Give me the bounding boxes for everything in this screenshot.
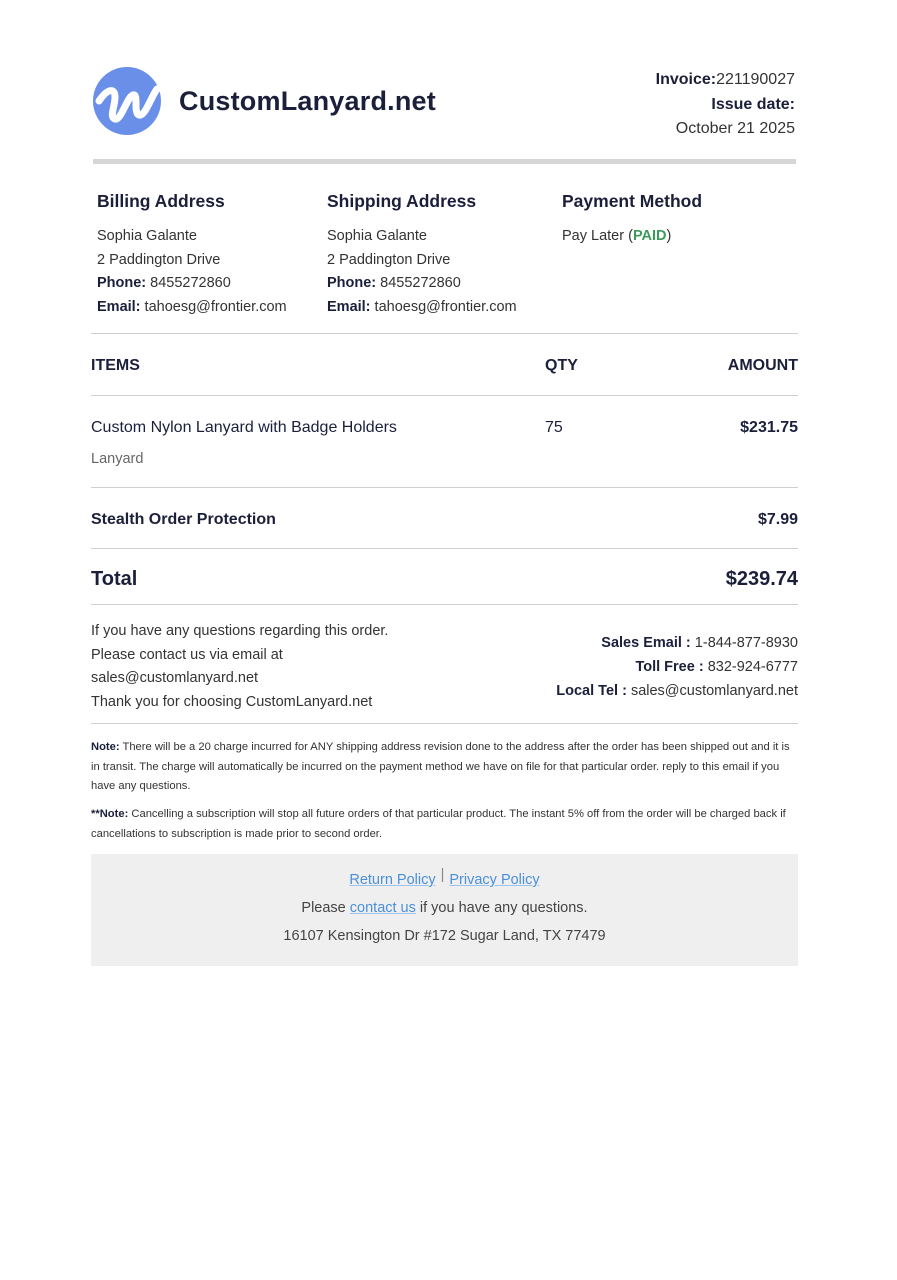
issue-date-label-row <box>656 93 795 118</box>
note-shipping-revision <box>91 738 801 797</box>
billing-street: 2 Paddington Drive <box>97 251 221 268</box>
please-text: Please <box>301 900 346 916</box>
invoice-label: Invoice: <box>655 71 717 88</box>
total-value: $239.74 <box>725 568 798 590</box>
divider <box>91 548 798 549</box>
contact-message <box>91 620 388 714</box>
local-tel-label: Local Tel : <box>556 683 627 699</box>
billing-phone-row <box>97 272 287 296</box>
note-text: There will be a 20 charge incurred for ANY shipping address revision done to the address after the order has been shipped out and it is in transit. The charge will automatically be incurred on the payment method we have on file for that particular order. reply to this email if you have any questions. <box>91 741 790 792</box>
sales-email-row <box>556 631 798 655</box>
shipping-title: Shipping Address <box>327 191 477 211</box>
link-separator: | <box>440 867 445 883</box>
billing-name: Sophia Galante <box>97 228 197 244</box>
invoice-number-row <box>656 68 795 93</box>
item-qty: 75 <box>545 419 563 436</box>
toll-free-label: Toll Free : <box>635 659 704 675</box>
sales-email-label: Sales Email : <box>601 635 691 651</box>
divider <box>91 395 798 396</box>
billing-email: tahoesg@frontier.com <box>144 298 287 315</box>
billing-email-label: Email: <box>97 298 141 315</box>
note-label: Note: <box>91 741 120 753</box>
wave-w-logo-icon <box>93 67 161 135</box>
contact-us-link[interactable]: contact us <box>349 900 416 916</box>
footer <box>91 854 798 966</box>
company-address: 16107 Kensington Dr #172 Sugar Land, TX 77479 <box>283 928 606 944</box>
billing-address <box>97 189 287 319</box>
shipping-email: tahoesg@frontier.com <box>374 298 517 315</box>
amount-header: AMOUNT <box>727 357 798 374</box>
contact-line: sales@customlanyard.net <box>91 670 259 686</box>
issue-date: October 21 2025 <box>675 120 795 137</box>
divider <box>91 604 798 605</box>
shipping-phone-row <box>327 272 517 296</box>
billing-title: Billing Address <box>97 191 225 211</box>
qty-header: QTY <box>545 357 578 374</box>
header-divider <box>93 159 796 164</box>
issue-date-label: Issue date: <box>711 95 795 113</box>
policy-links <box>91 869 798 891</box>
local-tel-value: sales@customlanyard.net <box>630 683 798 699</box>
invoice-number: 221190027 <box>716 71 795 88</box>
billing-phone-label: Phone: <box>97 275 147 291</box>
shipping-phone: 8455272860 <box>380 275 461 291</box>
item-amount: $231.75 <box>740 419 798 436</box>
payment-title: Payment Method <box>562 191 703 211</box>
return-policy-link[interactable]: Return Policy <box>349 872 436 888</box>
toll-free-value: 832-924-6777 <box>707 659 798 675</box>
contact-line: Thank you for choosing CustomLanyard.net <box>91 693 373 710</box>
billing-phone: 8455272860 <box>150 275 231 291</box>
item-name: Stealth Order Protection <box>91 511 276 528</box>
privacy-policy-link[interactable]: Privacy Policy <box>449 872 540 888</box>
contact-us-line <box>91 897 798 919</box>
shipping-phone-label: Phone: <box>327 275 377 291</box>
items-header: ITEMS <box>91 357 140 374</box>
billing-email-row <box>97 296 287 320</box>
contact-line: Please contact us via email at <box>91 646 283 663</box>
item-subtitle: Lanyard <box>91 451 144 467</box>
note-label: **Note: <box>91 808 129 820</box>
payment-method-value: Pay Later <box>562 228 625 244</box>
shipping-name: Sophia Galante <box>327 228 427 244</box>
note-subscription <box>91 805 801 844</box>
shipping-email-label: Email: <box>327 298 371 315</box>
divider <box>91 723 798 724</box>
divider <box>91 487 798 488</box>
toll-free-row <box>556 655 798 679</box>
note-text: Cancelling a subscription will stop all future orders of that particular product. The instant 5% off from the order will be charged back if cancellations to subscription is made prior to second order. <box>91 808 786 840</box>
contact-line: If you have any questions regarding this order. <box>91 623 389 639</box>
shipping-email-row <box>327 296 517 320</box>
shipping-address <box>327 189 517 319</box>
item-name: Custom Nylon Lanyard with Badge Holders <box>91 419 397 436</box>
payment-row: Pay Later (PAID) <box>562 228 672 244</box>
contact-details <box>556 631 798 703</box>
questions-text: if you have any questions. <box>419 900 588 916</box>
shipping-street: 2 Paddington Drive <box>327 251 451 268</box>
payment-method <box>562 189 702 249</box>
payment-status-badge: PAID <box>632 228 667 244</box>
invoice-meta <box>656 68 795 142</box>
item-amount: $7.99 <box>757 511 798 528</box>
divider <box>91 333 798 334</box>
total-label: Total <box>91 568 138 590</box>
brand-name: CustomLanyard.net <box>179 86 436 116</box>
local-tel-row <box>556 679 798 703</box>
sales-email-value: 1-844-877-8930 <box>694 635 798 651</box>
